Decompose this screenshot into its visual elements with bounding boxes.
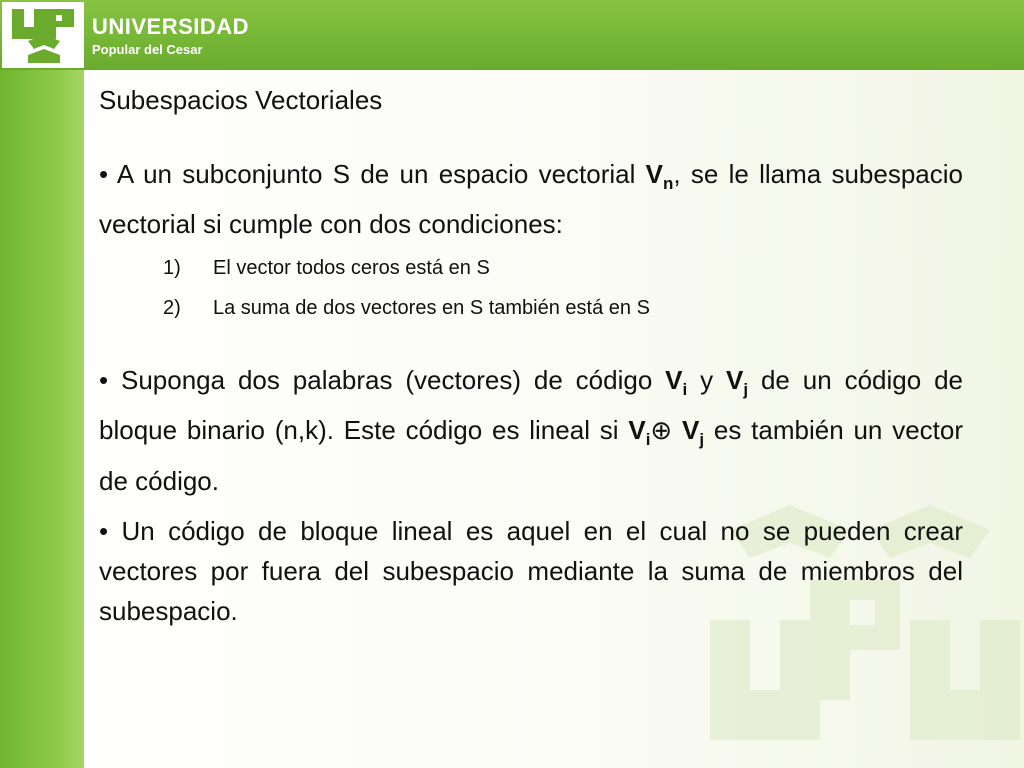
condition-item <box>163 248 963 288</box>
vector-symbol: V <box>628 415 646 446</box>
condition-text: La suma de dos vectores en S también está en S <box>213 297 650 320</box>
bullet-marker: • <box>99 515 109 546</box>
condition-item <box>163 288 963 328</box>
bullet-subspace-definition <box>99 154 963 244</box>
bullet1-text-a: A un subconjunto S de un espacio vectorial <box>108 159 646 189</box>
bullet-linear-block-code <box>99 511 963 631</box>
vector-vi <box>665 365 688 400</box>
bullet2-text-a: Suponga dos palabras (vectores) de código <box>108 365 666 396</box>
university-name: UNIVERSIDAD <box>92 14 250 39</box>
bullet2-text-c: de un código de bloque binario (n,k). Este código es lineal si <box>99 365 963 446</box>
subscript-i: i <box>645 430 651 450</box>
bullet3-text: Un código de bloque lineal es aquel en el cual no se pueden crear vectores por fuera del subespacio mediante la suma de miembros del subespacio. <box>99 515 963 626</box>
subscript-n: n <box>662 174 674 194</box>
vector-vn <box>645 159 674 194</box>
university-logo <box>2 2 84 68</box>
subscript-j: j <box>743 380 749 400</box>
university-subtitle: Popular del Cesar <box>92 42 203 57</box>
slide-title: Subespacios Vectoriales <box>99 85 383 115</box>
vector-symbol: V <box>682 415 700 446</box>
bullet-marker: • <box>99 159 109 189</box>
condition-text: El vector todos ceros está en S <box>213 257 490 280</box>
bullet1-text-b: , se le llama subespacio vectorial si cumple con dos condiciones: <box>99 159 963 240</box>
subscript-i: i <box>682 380 688 400</box>
condition-number: 2) <box>163 297 181 320</box>
bullet2-text-d: es también un vector de código. <box>99 415 963 496</box>
bullet2-text-b: y <box>687 365 726 396</box>
vector-symbol: V <box>665 365 683 396</box>
xor-operator: ⊕ <box>650 415 673 446</box>
vector-vj <box>726 365 749 400</box>
vector-symbol: V <box>726 365 744 396</box>
vector-symbol: V <box>645 159 663 189</box>
vector-vi <box>628 415 651 450</box>
bullet-marker: • <box>99 365 109 396</box>
left-sidebar <box>0 70 84 768</box>
vector-vj <box>682 415 705 450</box>
subscript-j: j <box>699 430 705 450</box>
slide-content <box>99 82 963 631</box>
bullet-linear-code-condition <box>99 360 963 500</box>
condition-number: 1) <box>163 257 181 280</box>
